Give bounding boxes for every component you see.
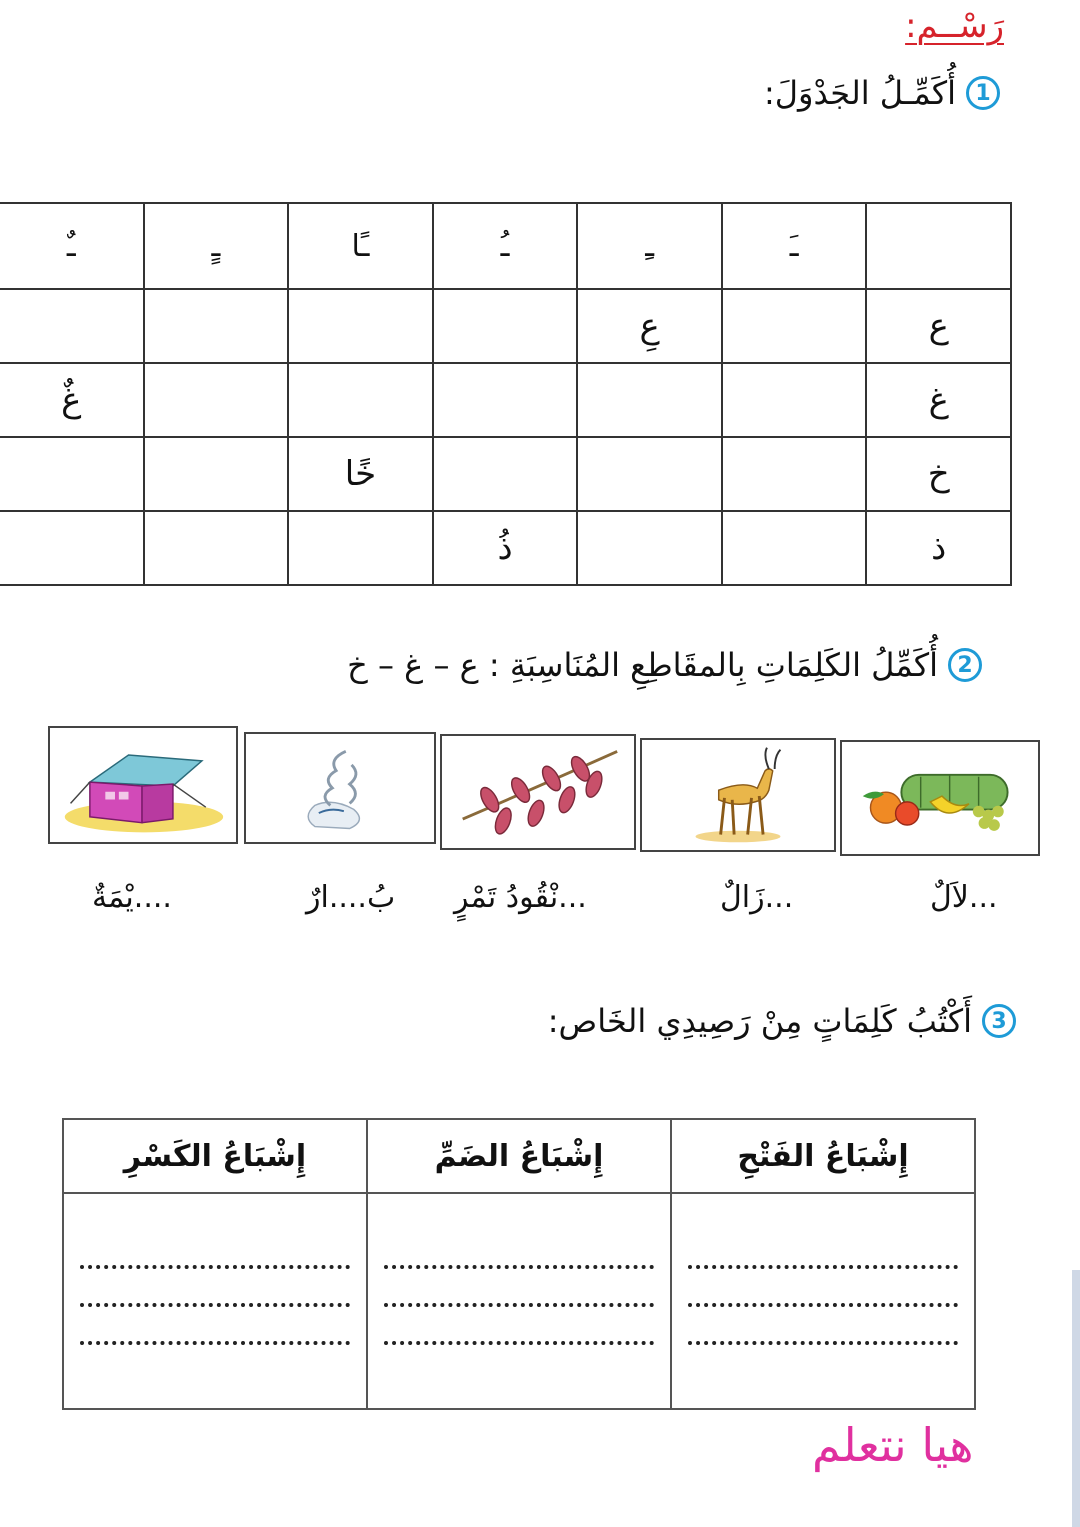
dotted-answer-line[interactable] xyxy=(384,1257,654,1269)
answer-cell-fatha[interactable] xyxy=(671,1193,975,1409)
table-row xyxy=(0,363,1011,437)
footer-slogan: هيا نتعلم xyxy=(812,1418,974,1472)
table-header-cell: ـًا xyxy=(288,203,433,289)
dotted-answer-line[interactable] xyxy=(688,1257,958,1269)
table-row xyxy=(0,437,1011,511)
question-2-instruction: أُكَمِّلُ الكَلِمَاتِ بِالمقَاطِعِ المُنَاسِبَةِ : ع – غ – خ xyxy=(347,646,938,684)
table-cell[interactable] xyxy=(0,437,144,511)
table-row xyxy=(0,289,1011,363)
table-row xyxy=(63,1193,975,1409)
table-cell[interactable] xyxy=(0,511,144,585)
question-1-instruction: أُكَمِّـلُ الجَدْوَلَ: xyxy=(764,74,956,112)
steam-vapor-icon xyxy=(246,734,434,842)
table-header-cell: ـٍ xyxy=(144,203,289,289)
picture-tent xyxy=(48,726,238,844)
table-header-cell: ـٌ xyxy=(0,203,144,289)
question-3-heading xyxy=(548,1002,1016,1040)
dotted-answer-line[interactable] xyxy=(688,1295,958,1307)
table-row xyxy=(0,511,1011,585)
picture-dates xyxy=(440,734,636,850)
table-header-row xyxy=(0,203,1011,289)
table-cell[interactable] xyxy=(433,437,578,511)
dotted-answer-line[interactable] xyxy=(80,1295,350,1307)
table-cell: غٌ xyxy=(0,363,144,437)
word-2: ...زَالٌ xyxy=(720,880,794,915)
tent-icon xyxy=(50,728,236,842)
dotted-answer-line[interactable] xyxy=(688,1333,958,1345)
table-header-row xyxy=(63,1119,975,1193)
answer-cell-damma[interactable] xyxy=(367,1193,671,1409)
table-cell[interactable] xyxy=(722,289,867,363)
question-number-2: 2 xyxy=(948,648,982,682)
word-1: ...لاَلٌ xyxy=(930,880,998,915)
table-header-cell: ـُ xyxy=(433,203,578,289)
table-cell[interactable] xyxy=(722,511,867,585)
table-cell[interactable] xyxy=(144,511,289,585)
column-header-damma: إِشْبَاعُ الضَمِّ xyxy=(367,1119,671,1193)
dotted-answer-line[interactable] xyxy=(80,1257,350,1269)
column-header-fatha: إِشْبَاعُ الفَتْحِ xyxy=(671,1119,975,1193)
table-cell[interactable] xyxy=(0,289,144,363)
table-cell[interactable] xyxy=(722,363,867,437)
fruits-vegetables-icon xyxy=(842,742,1038,854)
question-2-heading xyxy=(347,646,982,684)
table-cell[interactable] xyxy=(288,511,433,585)
harakat-table xyxy=(0,202,1012,586)
table-cell[interactable] xyxy=(288,289,433,363)
dates-branch-icon xyxy=(442,736,634,848)
table-cell[interactable] xyxy=(577,511,722,585)
table-cell: غ xyxy=(866,363,1011,437)
dotted-answer-line[interactable] xyxy=(384,1333,654,1345)
picture-fruits xyxy=(840,740,1040,856)
table-header-cell: ـِ xyxy=(577,203,722,289)
answer-cell-kasra[interactable] xyxy=(63,1193,367,1409)
question-number-1: 1 xyxy=(966,76,1000,110)
table-cell: ذُ xyxy=(433,511,578,585)
dotted-answer-line[interactable] xyxy=(384,1295,654,1307)
page-edge-strip xyxy=(1072,1270,1080,1527)
table-cell[interactable] xyxy=(144,363,289,437)
picture-steam xyxy=(244,732,436,844)
word-5: ....يْمَةٌ xyxy=(92,880,172,915)
table-cell[interactable] xyxy=(288,363,433,437)
table-cell[interactable] xyxy=(144,289,289,363)
column-header-kasra: إِشْبَاعُ الكَسْرِ xyxy=(63,1119,367,1193)
word-3: ...نْقُودُ تَمْرٍ xyxy=(454,880,587,915)
question-1-heading xyxy=(764,74,1000,112)
word-4: بُ....ارٌ xyxy=(306,880,396,915)
table-cell[interactable] xyxy=(433,289,578,363)
table-cell: خًا xyxy=(288,437,433,511)
gazelle-icon xyxy=(642,740,834,850)
table-header-cell xyxy=(866,203,1011,289)
table-cell[interactable] xyxy=(577,437,722,511)
table-header-cell: ـَ xyxy=(722,203,867,289)
section-title: رَسْــم: xyxy=(905,6,1004,46)
table-cell: ع xyxy=(866,289,1011,363)
table-cell: خ xyxy=(866,437,1011,511)
table-cell[interactable] xyxy=(433,363,578,437)
ishbaa-table xyxy=(62,1118,976,1410)
table-cell: ذ xyxy=(866,511,1011,585)
dotted-answer-line[interactable] xyxy=(80,1333,350,1345)
question-3-instruction: أَكْتُبُ كَلِمَاتٍ مِنْ رَصِيدِي الخَاص: xyxy=(547,1002,972,1040)
table-cell[interactable] xyxy=(144,437,289,511)
table-cell: عِ xyxy=(577,289,722,363)
question-number-3: 3 xyxy=(982,1004,1016,1038)
table-cell[interactable] xyxy=(577,363,722,437)
picture-gazelle xyxy=(640,738,836,852)
table-cell[interactable] xyxy=(722,437,867,511)
